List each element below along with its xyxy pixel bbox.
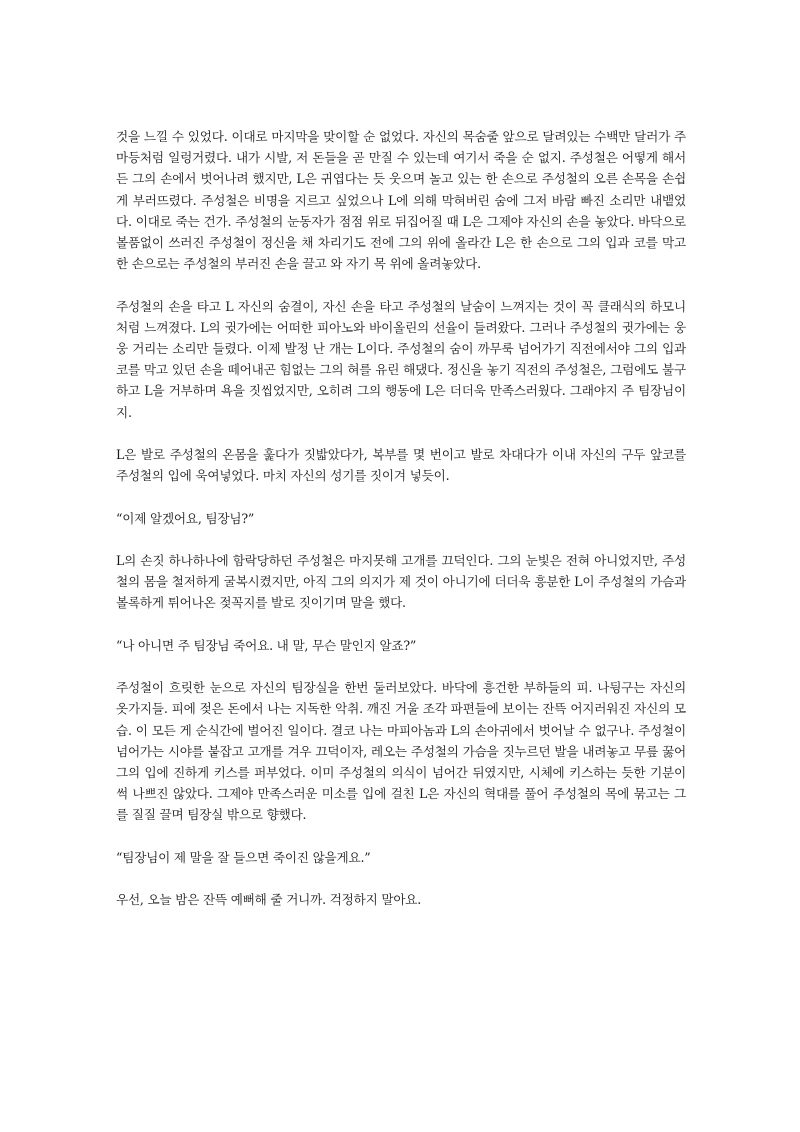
paragraph-3: L은 발로 주성철의 온몸을 훑다가 짓밟았다가, 복부를 몇 번이고 발로 차대다가 이내 자신의 구두 앞코를 주성철의 입에 욱여넣었다. 마치 자신의 성기를 짓이겨 넣듯이. xyxy=(116,447,686,484)
paragraph-1: 것을 느낄 수 있었다. 이대로 마지막을 맞이할 순 없었다. 자신의 목숨줄 앞으로 달려있는 수백만 달러가 주마등처럼 일렁거렸다. 내가 시발, 저 돈들을 곧 만질 수 있는데 여기서 죽을 순 없지. 주성철은 어떻게 해서든 그의 손에서 벗어나려 했지만, L은 귀엽다는 듯 웃으며 놀고 있는 한 손으로 주성철의 오른 손목을 손쉽게 부러뜨렸다. 주성철은 비명을 지르고 싶었으나 L에 의해 막혀버린 숨에 그저 바람 빠진 소리만 내뱉었다. 이대로 죽는 건가. 주성철의 눈동자가 점점 위로 뒤집어질 때 L은 그제야 자신의 손을 놓았다. 바닥으로 볼품없이 쓰러진 주성철이 정신을 채 차리기도 전에 그의 위에 올라간 L은 한 손으로 그의 입과 코를 막고 한 손으로는 주성철의 부러진 손을 끌고 와 자기 목 위에 올려놓았다. xyxy=(116,129,686,272)
paragraph-2: 주성철의 손을 타고 L 자신의 숨결이, 자신 손을 타고 주성철의 날숨이 느껴지는 것이 꼭 클래식의 하모니처럼 느껴졌다. L의 귓가에는 어떠한 피아노와 바이올린의 선율이 들려왔다. 그러나 주성철의 귓가에는 웅웅 거리는 소리만 들렸다. 이제 발정 난 개는 L이다. 주성철의 숨이 까무룩 넘어가기 직전에서야 그의 입과 코를 막고 있던 손을 떼어내곤 힘없는 그의 혀를 유린 해댔다. 정신을 놓기 직전의 주성철은, 그럼에도 불구하고 L을 거부하며 욕을 짓씹었지만, 오히려 그의 행동에 L은 더더욱 만족스러웠다. 그래야지 주 팀장님이지. xyxy=(116,298,686,420)
paragraph-5: 주성철이 흐릿한 눈으로 자신의 팀장실을 한번 둘러보았다. 바닥에 흥건한 부하들의 피. 나뒹구는 자신의 옷가지들. 피에 젖은 돈에서 나는 지독한 악취. 깨진 거울 조각 파편들에 보이는 잔뜩 어지러워진 자신의 모습. 이 모든 게 순식간에 벌어진 일이다. 결코 나는 마피아놈과 L의 손아귀에서 벗어날 수 없구나. 주성철이 넘어가는 시야를 붙잡고 고개를 겨우 끄덕이자, 레오는 주성철의 가슴을 짓누르던 발을 내려놓고 무릎 꿇어 그의 입에 진하게 키스를 퍼부었다. 이미 주성철의 의식이 넘어간 뒤였지만, 시체에 키스하는 듯한 기분이 썩 나쁘진 않았다. 그제야 만족스러운 미소를 입에 걸친 L은 자신의 혁대를 풀어 주성철의 목에 묶고는 그를 질질 끌며 팀장실 밖으로 향했다. xyxy=(116,680,686,823)
document-body xyxy=(116,126,686,932)
dialogue-2: “나 아니면 주 팀장님 죽어요. 내 말, 무슨 말인지 알죠?” xyxy=(116,637,417,653)
dialogue-3: “팀장님이 제 말을 잘 들으면 죽이진 않을게요.” xyxy=(116,849,371,865)
paragraph-4: L의 손짓 하나하나에 함락당하던 주성철은 마지못해 고개를 끄덕인다. 그의 눈빛은 전혀 아니었지만, 주성철의 몸을 철저하게 굴복시켰지만, 아직 그의 의지가 제 것이 아니기에 더더욱 흥분한 L이 주성철의 가슴과 볼록하게 튀어나온 젖꼭지를 발로 짓이기며 말을 했다. xyxy=(116,553,686,611)
paragraph-6: 우선, 오늘 밤은 잔뜩 예뻐해 줄 거니까. 걱정하지 말아요. xyxy=(116,892,422,908)
dialogue-1: “이제 알겠어요, 팀장님?” xyxy=(116,510,255,526)
